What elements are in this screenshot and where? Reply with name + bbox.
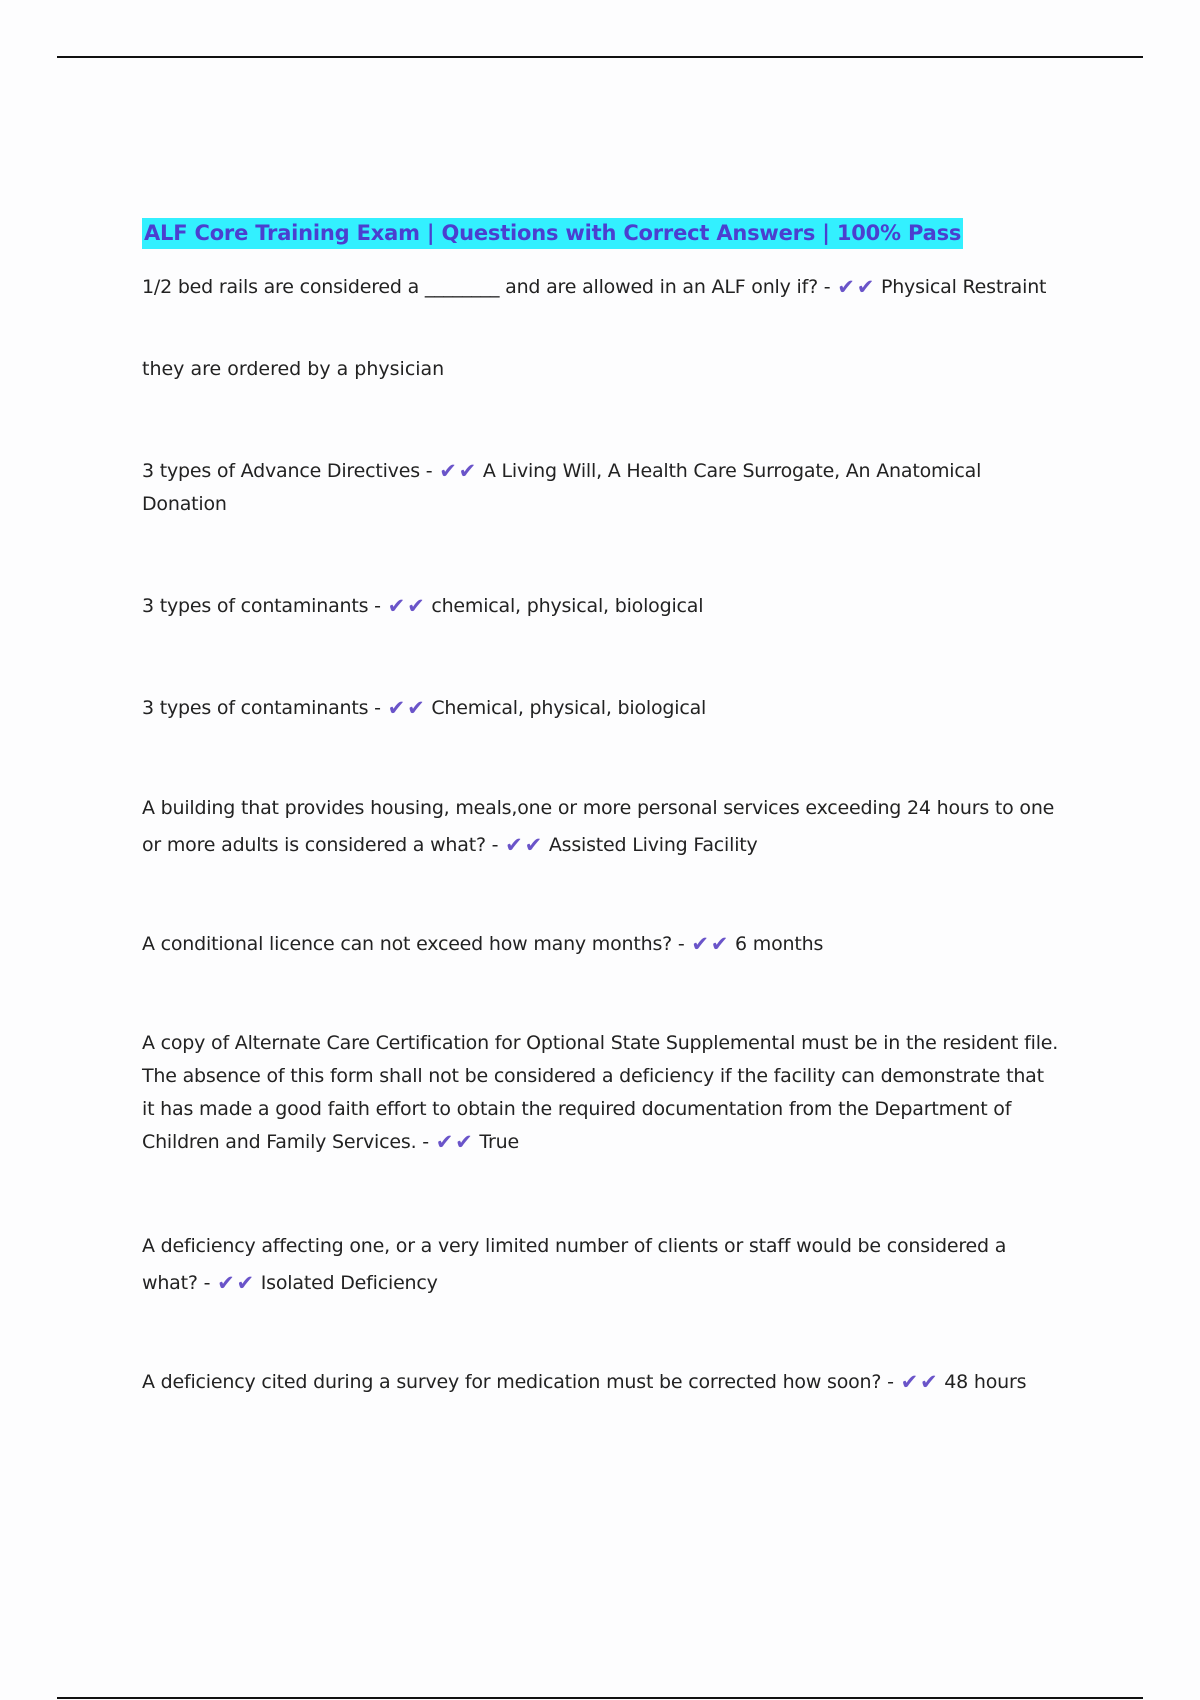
- qa-item-1: [142, 271, 1062, 304]
- answer-checkmarks: [900, 1371, 939, 1393]
- qa-item-8: [142, 1228, 1062, 1302]
- check-icon: ✔: [435, 1130, 454, 1154]
- answer-checkmarks: [216, 1272, 255, 1294]
- check-icon: ✔: [856, 275, 875, 299]
- answer-text: chemical, physical, biological: [431, 595, 704, 617]
- answer-text: Chemical, physical, biological: [431, 697, 707, 719]
- document-title: ALF Core Training Exam | Questions with Correct Answers | 100% Pass: [142, 218, 963, 249]
- answer-checkmarks: [836, 276, 875, 298]
- check-icon: ✔: [920, 1370, 938, 1394]
- question-text: A deficiency affecting one, or a very limited number of clients or staff would be considered a what? -: [142, 1235, 1007, 1294]
- check-icon: ✔: [710, 932, 729, 956]
- qa-item-9: [142, 1366, 1062, 1399]
- question-text: A building that provides housing, meals,one or more personal services exceeding 24 hours to one or more adults is considered a what? -: [142, 797, 1055, 856]
- check-icon: ✔: [458, 459, 477, 483]
- bottom-rule: [57, 1697, 1143, 1699]
- check-icon: ✔: [407, 594, 425, 618]
- answer-text: 6 months: [735, 933, 824, 955]
- answer-text: 48 hours: [944, 1371, 1027, 1393]
- qa-item-4: [142, 692, 1062, 725]
- qa-item-7: [142, 1027, 1062, 1159]
- answer-text: Isolated Deficiency: [260, 1272, 438, 1294]
- answer-checkmarks: [690, 933, 729, 955]
- top-rule: [57, 56, 1143, 58]
- check-icon: ✔: [387, 696, 406, 720]
- answer-checkmarks: [438, 460, 477, 482]
- question-text: 3 types of Advance Directives -: [142, 460, 433, 482]
- check-icon: ✔: [387, 594, 406, 618]
- question-text: 3 types of contaminants -: [142, 595, 381, 617]
- question-text: 3 types of contaminants -: [142, 697, 381, 719]
- answer-checkmarks: [435, 1131, 474, 1153]
- question-text: A deficiency cited during a survey for medication must be corrected how soon? -: [142, 1371, 894, 1393]
- question-text: A conditional licence can not exceed how many months? -: [142, 933, 685, 955]
- check-icon: ✔: [455, 1130, 473, 1154]
- qa-item-3: [142, 590, 1062, 623]
- answer-text: A Living Will, A Health Care Surrogate, An Anatomical Donation: [142, 460, 982, 515]
- answer-text: Assisted Living Facility: [548, 834, 758, 856]
- check-icon: ✔: [900, 1370, 919, 1394]
- qa-item-5: [142, 790, 1062, 864]
- answer-text: Physical Restraint: [880, 276, 1047, 298]
- question-text: A copy of Alternate Care Certification for Optional State Supplemental must be in the resident file. The absence of this form shall not be considered a deficiency if the facility can demonstrate that it has made a good faith effort to obtain the required documentation from the Department of Children and Family Services. -: [142, 1032, 1059, 1153]
- check-icon: ✔: [236, 1271, 254, 1295]
- check-icon: ✔: [439, 459, 457, 483]
- question-text: 1/2 bed rails are considered a ________ and are allowed in an ALF only if? -: [142, 276, 831, 298]
- check-icon: ✔: [524, 833, 542, 857]
- check-icon: ✔: [837, 275, 855, 299]
- answer-checkmarks: [504, 834, 543, 856]
- answer-checkmarks: [387, 595, 426, 617]
- answer-checkmarks: [387, 697, 426, 719]
- answer-continuation: they are ordered by a physician: [142, 358, 445, 380]
- qa-item-6: [142, 928, 1062, 961]
- qa-item-2: [142, 455, 1062, 521]
- check-icon: ✔: [505, 833, 523, 857]
- check-icon: ✔: [691, 932, 709, 956]
- answer-text: True: [479, 1131, 519, 1153]
- check-icon: ✔: [217, 1271, 235, 1295]
- check-icon: ✔: [407, 696, 425, 720]
